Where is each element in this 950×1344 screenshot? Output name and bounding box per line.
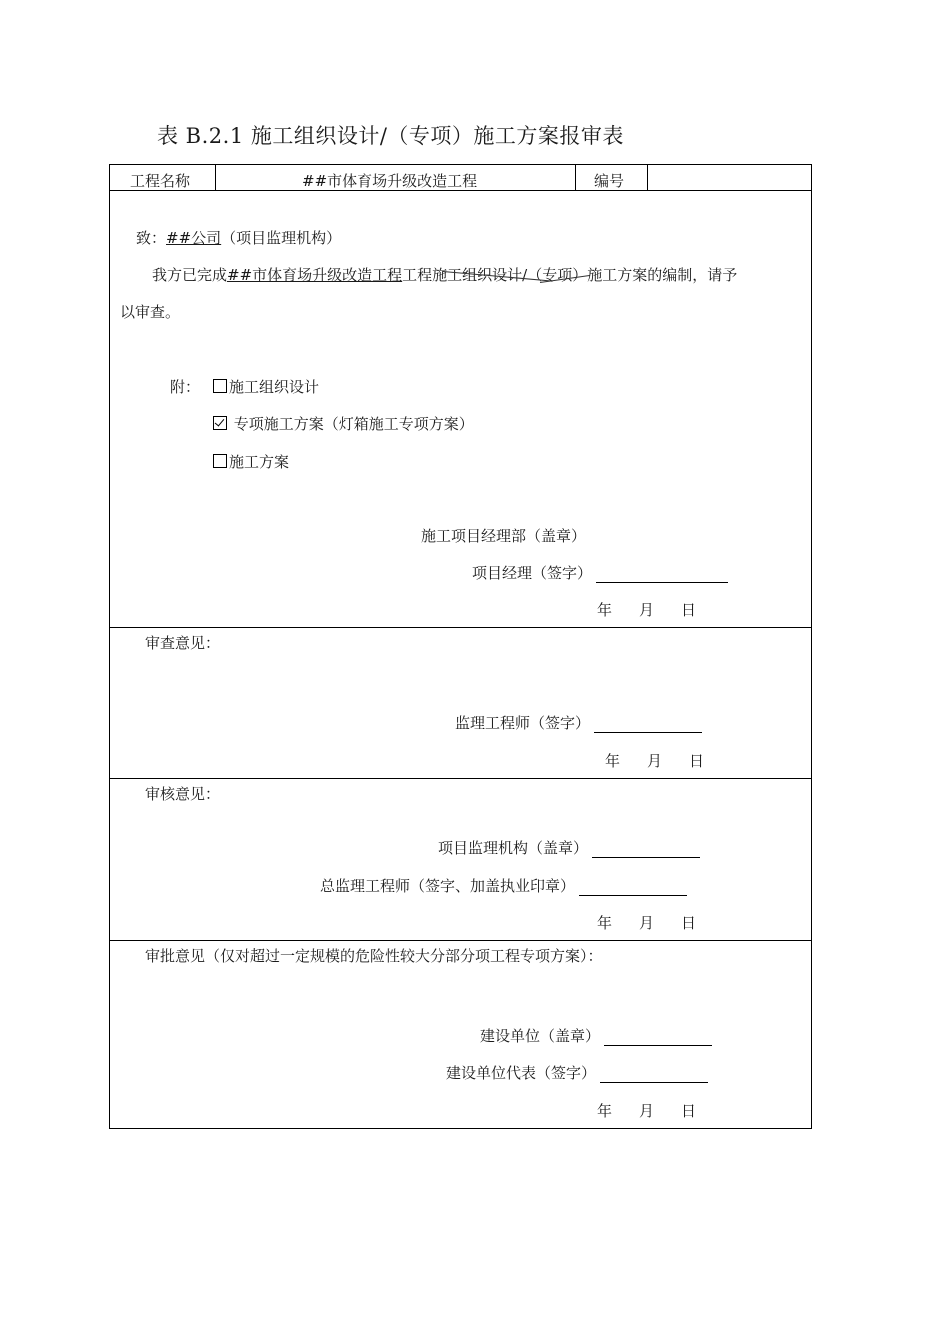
approval-label: 审批意见（仅对超过一定规模的危险性较大分部分项工程专项方案）： [145, 947, 603, 965]
supervision-org-label: 项目监理机构（盖章） [438, 839, 589, 857]
chief-engineer-label: 总监理工程师（签字、加盖执业印章） [320, 877, 576, 895]
client-rep-line[interactable] [600, 1066, 708, 1083]
section-divider [110, 778, 811, 779]
checkbox-icon[interactable] [213, 379, 227, 393]
manager-label: 项目经理（签字） [472, 564, 593, 582]
dept-seal-label: 施工项目经理部（盖章） [421, 527, 587, 545]
number-label: 编号 [594, 172, 625, 190]
approval-form [109, 164, 812, 1129]
date-month: 月 [647, 752, 663, 770]
attachment-option[interactable] [213, 376, 319, 397]
project-name-label: 工程名称 [130, 172, 191, 190]
date-year: 年 [597, 914, 613, 932]
date-day: 日 [681, 1102, 697, 1120]
client-seal-row [480, 1025, 712, 1046]
chief-engineer-line[interactable] [579, 879, 687, 896]
body-prefix: 我方已完成 [152, 266, 228, 284]
date-month: 月 [639, 601, 655, 619]
review-label: 审查意见： [145, 634, 221, 652]
date-year: 年 [597, 601, 613, 619]
review-date [605, 750, 731, 771]
attachment-label: 施工方案 [229, 453, 290, 471]
submission-date [597, 599, 723, 620]
date-day: 日 [681, 601, 697, 619]
supervision-org-line[interactable] [592, 841, 700, 858]
date-year: 年 [597, 1102, 613, 1120]
project-name-value[interactable]: ##市体育场升级改造工程 [302, 172, 478, 190]
audit-label: 审核意见： [145, 785, 221, 803]
manager-signature-line[interactable] [596, 566, 728, 583]
engineer-signature-row [455, 712, 702, 733]
document-title: 表 B.2.1 施工组织设计/（专项）施工方案报审表 [157, 124, 624, 148]
client-seal-line[interactable] [604, 1029, 712, 1046]
date-month: 月 [639, 1102, 655, 1120]
attachment-label: 施工组织设计 [229, 378, 320, 396]
engineer-signature-line[interactable] [594, 716, 702, 733]
to-suffix: （项目监理机构） [221, 229, 342, 247]
engineer-label: 监理工程师（签字） [455, 714, 591, 732]
date-month: 月 [639, 914, 655, 932]
audit-date [597, 912, 723, 933]
checkbox-icon[interactable] [213, 454, 227, 468]
attachment-option[interactable] [213, 451, 289, 472]
header-divider [215, 165, 216, 190]
header-divider [575, 165, 576, 190]
manager-signature-row [472, 562, 728, 583]
attachments-label: 附： [170, 378, 201, 396]
attachment-option[interactable] [213, 413, 474, 434]
to-prefix: 致： [136, 229, 167, 247]
body-project[interactable]: ##市体育场升级改造工程 [227, 266, 403, 284]
date-day: 日 [681, 914, 697, 932]
submission-body-line1 [152, 264, 737, 285]
date-year: 年 [605, 752, 621, 770]
client-rep-label: 建设单位代表（签字） [446, 1064, 597, 1082]
checkbox-checked-icon[interactable] [213, 416, 227, 430]
attachment-label: 专项施工方案（灯箱施工专项方案） [229, 415, 474, 433]
client-rep-row [446, 1062, 708, 1083]
date-day: 日 [689, 752, 705, 770]
body-rest: 工程施工组织设计/（专项）施工方案的编制，请予 [402, 266, 738, 284]
submission-body-line2: 以审查。 [120, 303, 181, 321]
chief-engineer-row [320, 875, 687, 896]
section-divider [110, 940, 811, 941]
approval-date [597, 1100, 723, 1121]
addressee-line [136, 227, 341, 248]
supervision-org-row [438, 837, 700, 858]
addressee-org[interactable]: ##公司 [166, 229, 222, 247]
client-seal-label: 建设单位（盖章） [480, 1027, 601, 1045]
row-divider [110, 190, 811, 191]
section-divider [110, 627, 811, 628]
header-divider [647, 165, 648, 190]
